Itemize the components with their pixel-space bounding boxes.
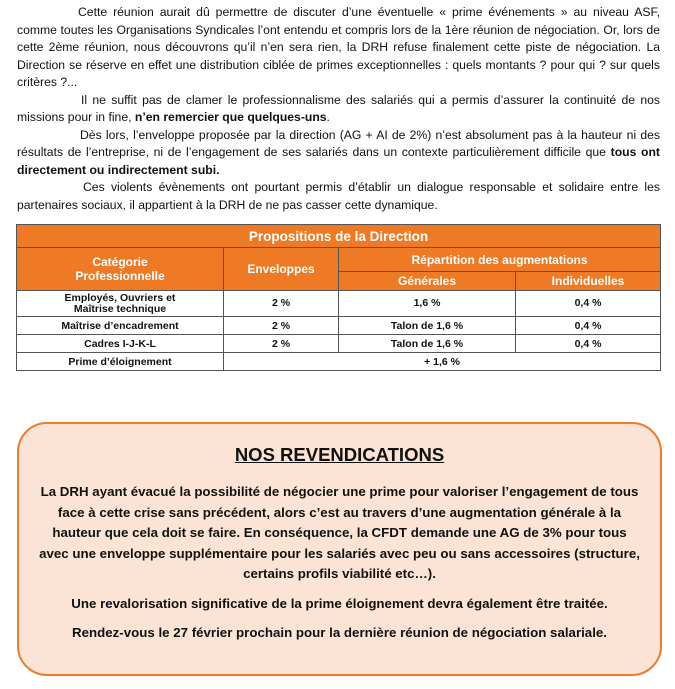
row-general: Talon de 1,6 % [339, 335, 516, 353]
intro-p2-end: . [326, 110, 330, 124]
row-category: Prime d’éloignement [17, 353, 224, 371]
table-row [17, 353, 661, 371]
row-category: Cadres I-J-K-L [17, 335, 224, 353]
row-envelope: 2 % [224, 335, 339, 353]
row-general: Talon de 1,6 % [339, 317, 516, 335]
row-general: 1,6 % [339, 291, 516, 317]
demands-box [17, 422, 662, 676]
demands-text [37, 482, 642, 653]
proposals-table [16, 224, 661, 371]
intro-p2-bold: n’en remercier que quelques-uns [134, 110, 327, 124]
demands-paragraph-1: La DRH ayant évacué la possibilité de négocier une prime pour valoriser l’engagement de tous face à cette crise sans précédent, alors c’est au travers d’une augmentation générale à la hauteur que cela doit se faire. En conséquence, la CFDT demande une AG de 3% pour tous avec une enveloppe supplémentaire pour les salariés avec peu ou sans accessoires (structure, certains profils viabilité etc…). [39, 484, 640, 581]
header-category: Catégorie Professionnelle [17, 248, 224, 291]
intro-paragraph-1: Cette réunion aurait dû permettre de discuter d’une éventuelle « prime événements » au niveau ASF, comme toutes les Organisations Syndicales l’ont entendu et compris lors de la 1ère réunion de négociation. Or, lors de cette 2ème réunion, nous découvrons qu’il n’en sera rien, la DRH refuse finalement cette piste de négociation. La Direction se réserve en effet une distribution ciblée de primes exceptionnelles : quels montants ? pour qui ? sur quels critères ?... [17, 5, 660, 89]
intro-p3-text: Dès lors, l’enveloppe proposée par la direction (AG + AI de 2%) n’est absolument pas à la hauteur ni des résultats de l’entreprise, ni de l’engagement de ses salariés dans un contexte particulièrement difficile que [17, 127, 660, 159]
demands-paragraph-2: Une revalorisation significative de la prime éloignement devra également être traitée. [71, 595, 608, 611]
row-individual: 0,4 % [516, 317, 661, 335]
intro-p2-text: Il ne suffit pas de clamer le professionnalisme des salariés qui a permis d’assurer la continuité de nos missions pour in fine, [17, 92, 660, 124]
table-row [17, 317, 661, 335]
intro-paragraph-3 [17, 127, 660, 180]
demands-title: NOS REVENDICATIONS [234, 444, 445, 465]
intro-paragraph-2 [17, 92, 660, 127]
intro-text [17, 4, 660, 214]
table-title: Propositions de la Direction [17, 225, 661, 248]
header-distribution: Répartition des augmentations [339, 248, 661, 272]
row-individual: 0,4 % [516, 335, 661, 353]
intro-p3-bold: tous ont directement ou indirectement subi. [17, 145, 660, 177]
header-envelopes: Enveloppes [224, 248, 339, 291]
header-individual: Individuelles [516, 272, 661, 291]
table-row [17, 291, 661, 317]
intro-paragraph-4: Ces violents évènements ont pourtant permis d’établir un dialogue responsable et solidaire entre les partenaires sociaux, il appartient à la DRH de ne pas casser cette dynamique. [17, 180, 660, 212]
demands-paragraph-3: Rendez-vous le 27 février prochain pour la dernière réunion de négociation salariale. [72, 625, 607, 640]
row-individual: 0,4 % [516, 291, 661, 317]
header-general: Générales [339, 272, 516, 291]
row-envelope: 2 % [224, 291, 339, 317]
table-row [17, 335, 661, 353]
row-envelope: 2 % [224, 317, 339, 335]
row-value: + 1,6 % [224, 353, 661, 371]
row-category: Maîtrise d’encadrement [17, 317, 224, 335]
row-category: Employés, Ouvriers et Maîtrise technique [17, 291, 224, 317]
